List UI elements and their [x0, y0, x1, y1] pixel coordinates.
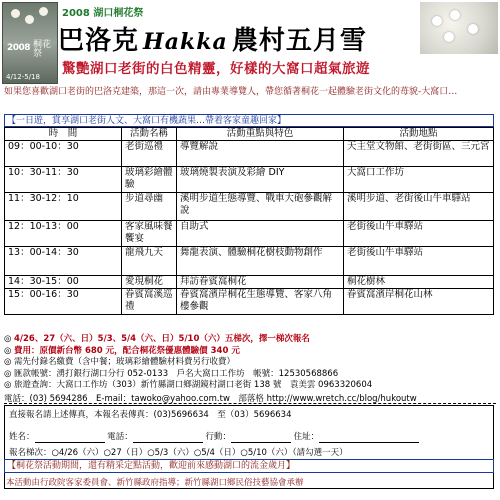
- table-row: [5, 193, 494, 221]
- note-item: ◎ 匯款帳號：湧打銀行湖口分行 052-0133 戶名大窩口工作坊 帳號：12530568866: [4, 368, 339, 379]
- row-time: 09：00-10：30: [5, 141, 122, 167]
- row-time: 11：30-12：10: [5, 193, 122, 221]
- row-feature: 溪明步道生態導覽、戰車大砲參觀解說: [177, 193, 344, 221]
- bullet-icon: ◎: [4, 380, 12, 390]
- row-place: 溪明步道、老街後山牛車驛站: [344, 193, 494, 221]
- title-left: 巴洛克: [58, 26, 140, 56]
- row-time: 12：10-13：00: [5, 221, 122, 247]
- row-place: 老街後山牛車驛站: [344, 247, 494, 276]
- name-label: 姓名：: [9, 432, 35, 442]
- schedule-choice[interactable]: 報名梯次：○4/26（六）○27（日）○5/3（六）○5/4（日）○5/10（六）（請勾選一天）: [9, 448, 348, 458]
- row-time: 15：00-16：30: [5, 289, 122, 315]
- name-field[interactable]: [35, 432, 105, 443]
- cut-line-divider: [4, 403, 496, 404]
- logo-year: 2008: [7, 43, 31, 53]
- table-row: [5, 276, 494, 289]
- row-name: 眷賓窩溪巡禮: [122, 289, 177, 315]
- tung-flower-icon: [39, 7, 48, 16]
- table-row: [5, 141, 494, 167]
- event-year: 2008 湖口桐花祭: [62, 8, 144, 19]
- row-feature: 自助式: [177, 221, 344, 247]
- tung-flower-icon: [450, 10, 460, 20]
- note-item: ◎ 4/26、27（六、日）5/3、5/4（六、日）5/10（六）五梯次，擇一梯次報名: [4, 334, 310, 344]
- address-field[interactable]: [319, 432, 419, 443]
- tung-flower-icon: [432, 16, 442, 26]
- note-item: ◎ 旅遊查詢：大窩口工作坊（303）新竹縣湖口鄉湖鏡村湖口老街 138 號 袁美雲 0963320604: [4, 380, 373, 390]
- subtitle: 驚艷湖口老街的白色精靈，好樣的大窩口超氣旅遊: [62, 61, 370, 77]
- mobile-label: 行動：: [205, 432, 231, 442]
- table-row: [5, 221, 494, 247]
- phone-label: 電話：: [107, 432, 133, 442]
- logo-glyph: 桐花祭: [33, 40, 52, 59]
- notes-list: [4, 334, 496, 392]
- row-place: 眷賓窩濱岸桐花山林: [344, 289, 494, 315]
- form-instruction: 直接報名請上述傳真，本報名表傳真：(03)5696634 至（03）5696634: [9, 410, 292, 420]
- table-header-row: [5, 128, 494, 141]
- row-time: 13：00-14：30: [5, 247, 122, 276]
- tung-flower-decoration: [420, 2, 498, 54]
- row-feature: 拜訪眷賓窩桐花: [177, 276, 344, 289]
- note-item: ◎ 費用：原價新台幣 680 元，配合桐花祭優惠體驗價 340 元: [4, 345, 240, 356]
- bullet-icon: ◎: [4, 345, 12, 356]
- schedule-table: [4, 127, 494, 315]
- tung-flower-icon: [25, 15, 34, 24]
- row-name: 愛現桐花: [122, 276, 177, 289]
- title-hakka: Hakka: [143, 29, 228, 55]
- itinerary-banner: 【一日遊，賞享湖口老街人文、大窩口有機蔬果…帶着客家童趣回家】: [4, 114, 494, 127]
- note-item: ◎ 需先付錄名繳費（含中餐；玻璃彩繪體驗材料費另行收費）: [4, 357, 236, 367]
- footer-banner: 【桐花祭活動期間，還有精采定點活動，歡迎前來感動湖口的流金歲月】: [4, 459, 494, 473]
- table-row: [5, 289, 494, 315]
- contact-line: 電話：(03) 5694286 E-mail：tawoko@yahoo.com.tw 部落格 http://www.wretch.cc/blog/hukoutw: [4, 394, 417, 404]
- row-place: 大窩口工作坊: [344, 167, 494, 193]
- row-place: 天主堂文物館、老街街區、三元宮: [344, 141, 494, 167]
- row-feature: 導覽解說: [177, 141, 344, 167]
- tung-flower-icon: [468, 24, 478, 34]
- form-fields-row: [9, 430, 419, 443]
- row-time: 10：30-11：30: [5, 167, 122, 193]
- festival-logo: [2, 2, 58, 84]
- bullet-icon: ◎: [4, 357, 12, 367]
- column-header-time: 時 間: [5, 128, 122, 141]
- table-row: [5, 247, 494, 276]
- column-header-place: 活動地點: [344, 128, 494, 141]
- intro-paragraph: 如果您喜歡湖口老街的巴洛克建築，那這一次，請由專業導覽人，帶您循著桐花一起體驗老街文化的苺貌-大窩口…: [4, 87, 458, 97]
- row-feature: 眷賓窩濱岸桐花生態導覽、客家八角樓參觀: [177, 289, 344, 315]
- bullet-icon: ◎: [4, 334, 12, 344]
- mobile-field[interactable]: [231, 432, 291, 443]
- column-header-name: 活動名稱: [122, 128, 177, 141]
- footer-text: 本活動由行政院客家委員會、新竹縣政府指導；新竹縣湖口鄉民俗技藝協會承辦: [6, 478, 304, 488]
- table-row: [5, 167, 494, 193]
- row-time: 14：30-15：00: [5, 276, 122, 289]
- row-place: 老街後山牛車驛站: [344, 221, 494, 247]
- address-label: 住址：: [293, 432, 320, 442]
- column-header-feature: 活動重點與特色: [177, 128, 344, 141]
- tung-flower-icon: [11, 9, 20, 18]
- row-name: 老街巡禮: [122, 141, 177, 167]
- row-name: 步道尋幽: [122, 193, 177, 221]
- tung-flower-icon: [444, 32, 454, 42]
- page-title: [58, 20, 367, 57]
- row-name: 龍飛九天: [122, 247, 177, 276]
- row-feature: 舞龍表演、體驗桐花樹枝動物創作: [177, 247, 344, 276]
- row-feature: 玻璃燒製表演及彩繪 DIY: [177, 167, 344, 193]
- phone-field[interactable]: [133, 432, 203, 443]
- logo-date: 4/12-5/18: [6, 73, 40, 81]
- row-name: 玻璃彩繪體驗: [122, 167, 177, 193]
- bullet-icon: ◎: [4, 368, 12, 379]
- title-right: 農村五月雪: [231, 26, 367, 56]
- row-name: 客家風味餐饗宴: [122, 221, 177, 247]
- row-place: 桐花樹林: [344, 276, 494, 289]
